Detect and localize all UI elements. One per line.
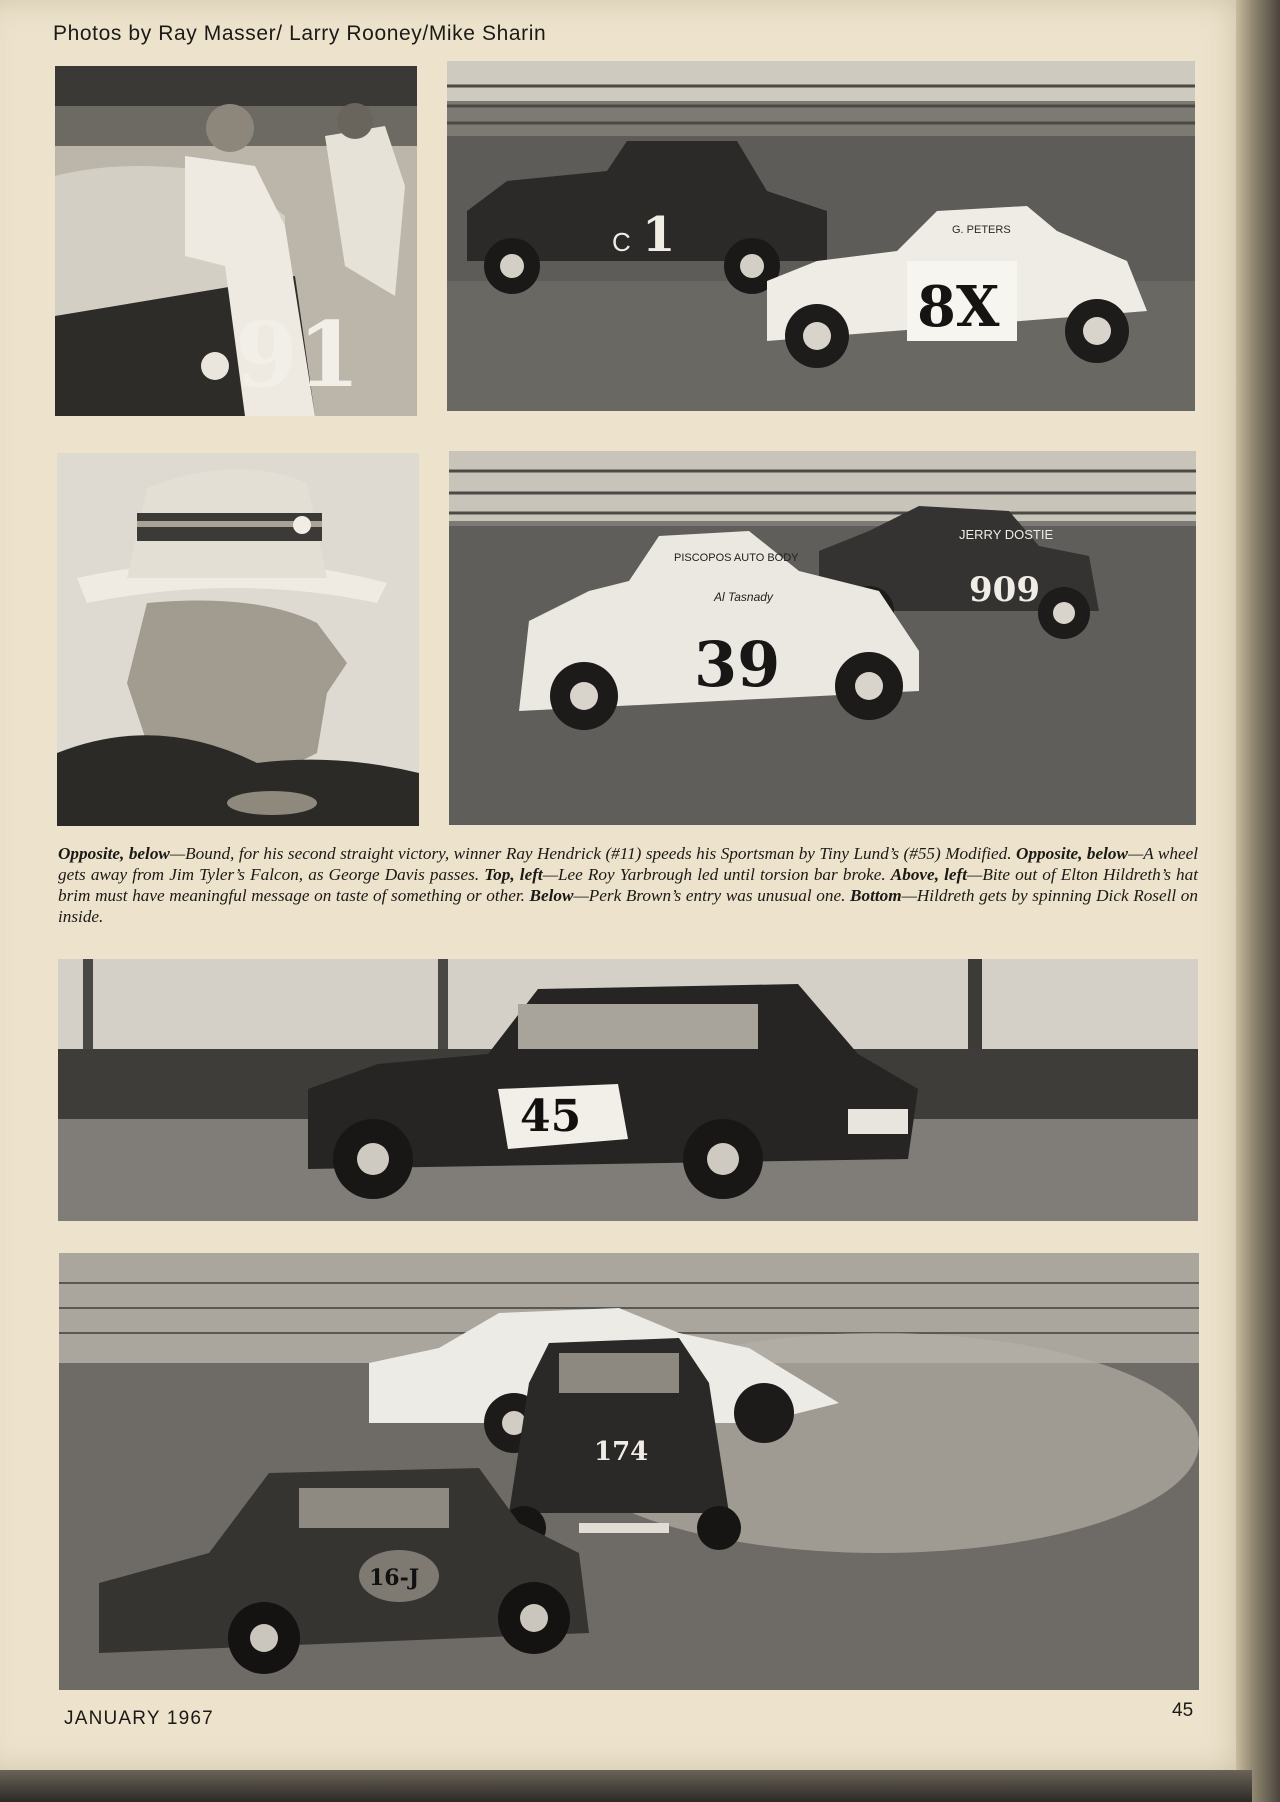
car-driver-tasnady: Al Tasnady xyxy=(714,590,773,604)
photo-caption xyxy=(58,843,1198,927)
caption-text-2: —A wheel gets away from Jim Tyler’s Falcon, as George Davis passes. xyxy=(58,844,1198,884)
car-number-8x: 8X xyxy=(917,274,1000,340)
photo-spin-174-16j xyxy=(59,1253,1199,1690)
car-number-16j: 16-J xyxy=(369,1565,420,1591)
page-bottom-edge xyxy=(0,1770,1252,1802)
caption-text-5: —Perk Brown’s entry was unusual one. xyxy=(573,886,851,905)
car-sponsor-piscopos: PISCOPOS AUTO BODY xyxy=(674,552,799,564)
issue-date: JANUARY 1967 xyxy=(64,1708,214,1729)
car-number-39: 39 xyxy=(694,628,781,701)
car-prefix-c: C xyxy=(612,227,631,257)
photo-race-1-8x xyxy=(447,61,1195,411)
photo-driver-91 xyxy=(55,66,417,416)
caption-text-3: —Lee Roy Yarbrough led until torsion bar broke. xyxy=(542,865,891,884)
caption-text-1: —Bound, for his second straight victory, winner Ray Hendrick (#11) speeds his Sportsman by Tiny Lund’s (#55) Modified. xyxy=(169,844,1017,863)
page-number: 45 xyxy=(1172,1700,1194,1721)
car-number-174: 174 xyxy=(594,1437,649,1467)
caption-label-2: Opposite, below xyxy=(1016,844,1128,863)
caption-label-3: Top, left xyxy=(484,865,543,884)
car-number-1: 1 xyxy=(642,207,676,263)
caption-text-4: —Bite out of Elton Hildreth’s hat brim must have meaningful message on taste of something or other. xyxy=(58,865,1198,905)
photo-credit: Photos by Ray Masser/ Larry Rooney/Mike Sharin xyxy=(53,22,547,45)
caption-label-1: Opposite, below xyxy=(58,844,170,863)
caption-text-6: —Hildreth gets by spinning Dick Rosell on inside. xyxy=(58,886,1198,926)
binding-spine xyxy=(1236,0,1280,1802)
caption-label-6: Bottom xyxy=(850,886,902,905)
photo-hat-man xyxy=(57,453,419,826)
photo-car-45 xyxy=(58,959,1198,1221)
car-number-909: 909 xyxy=(969,570,1040,610)
car-name-peters: G. PETERS xyxy=(952,224,1011,236)
car-name-dostie: JERRY DOSTIE xyxy=(959,527,1054,542)
caption-label-4: Above, left xyxy=(890,865,968,884)
car-number-91: 91 xyxy=(235,302,361,408)
caption-label-5: Below xyxy=(529,886,574,905)
photo-race-39-909 xyxy=(449,451,1196,825)
car-number-45: 45 xyxy=(520,1091,582,1142)
